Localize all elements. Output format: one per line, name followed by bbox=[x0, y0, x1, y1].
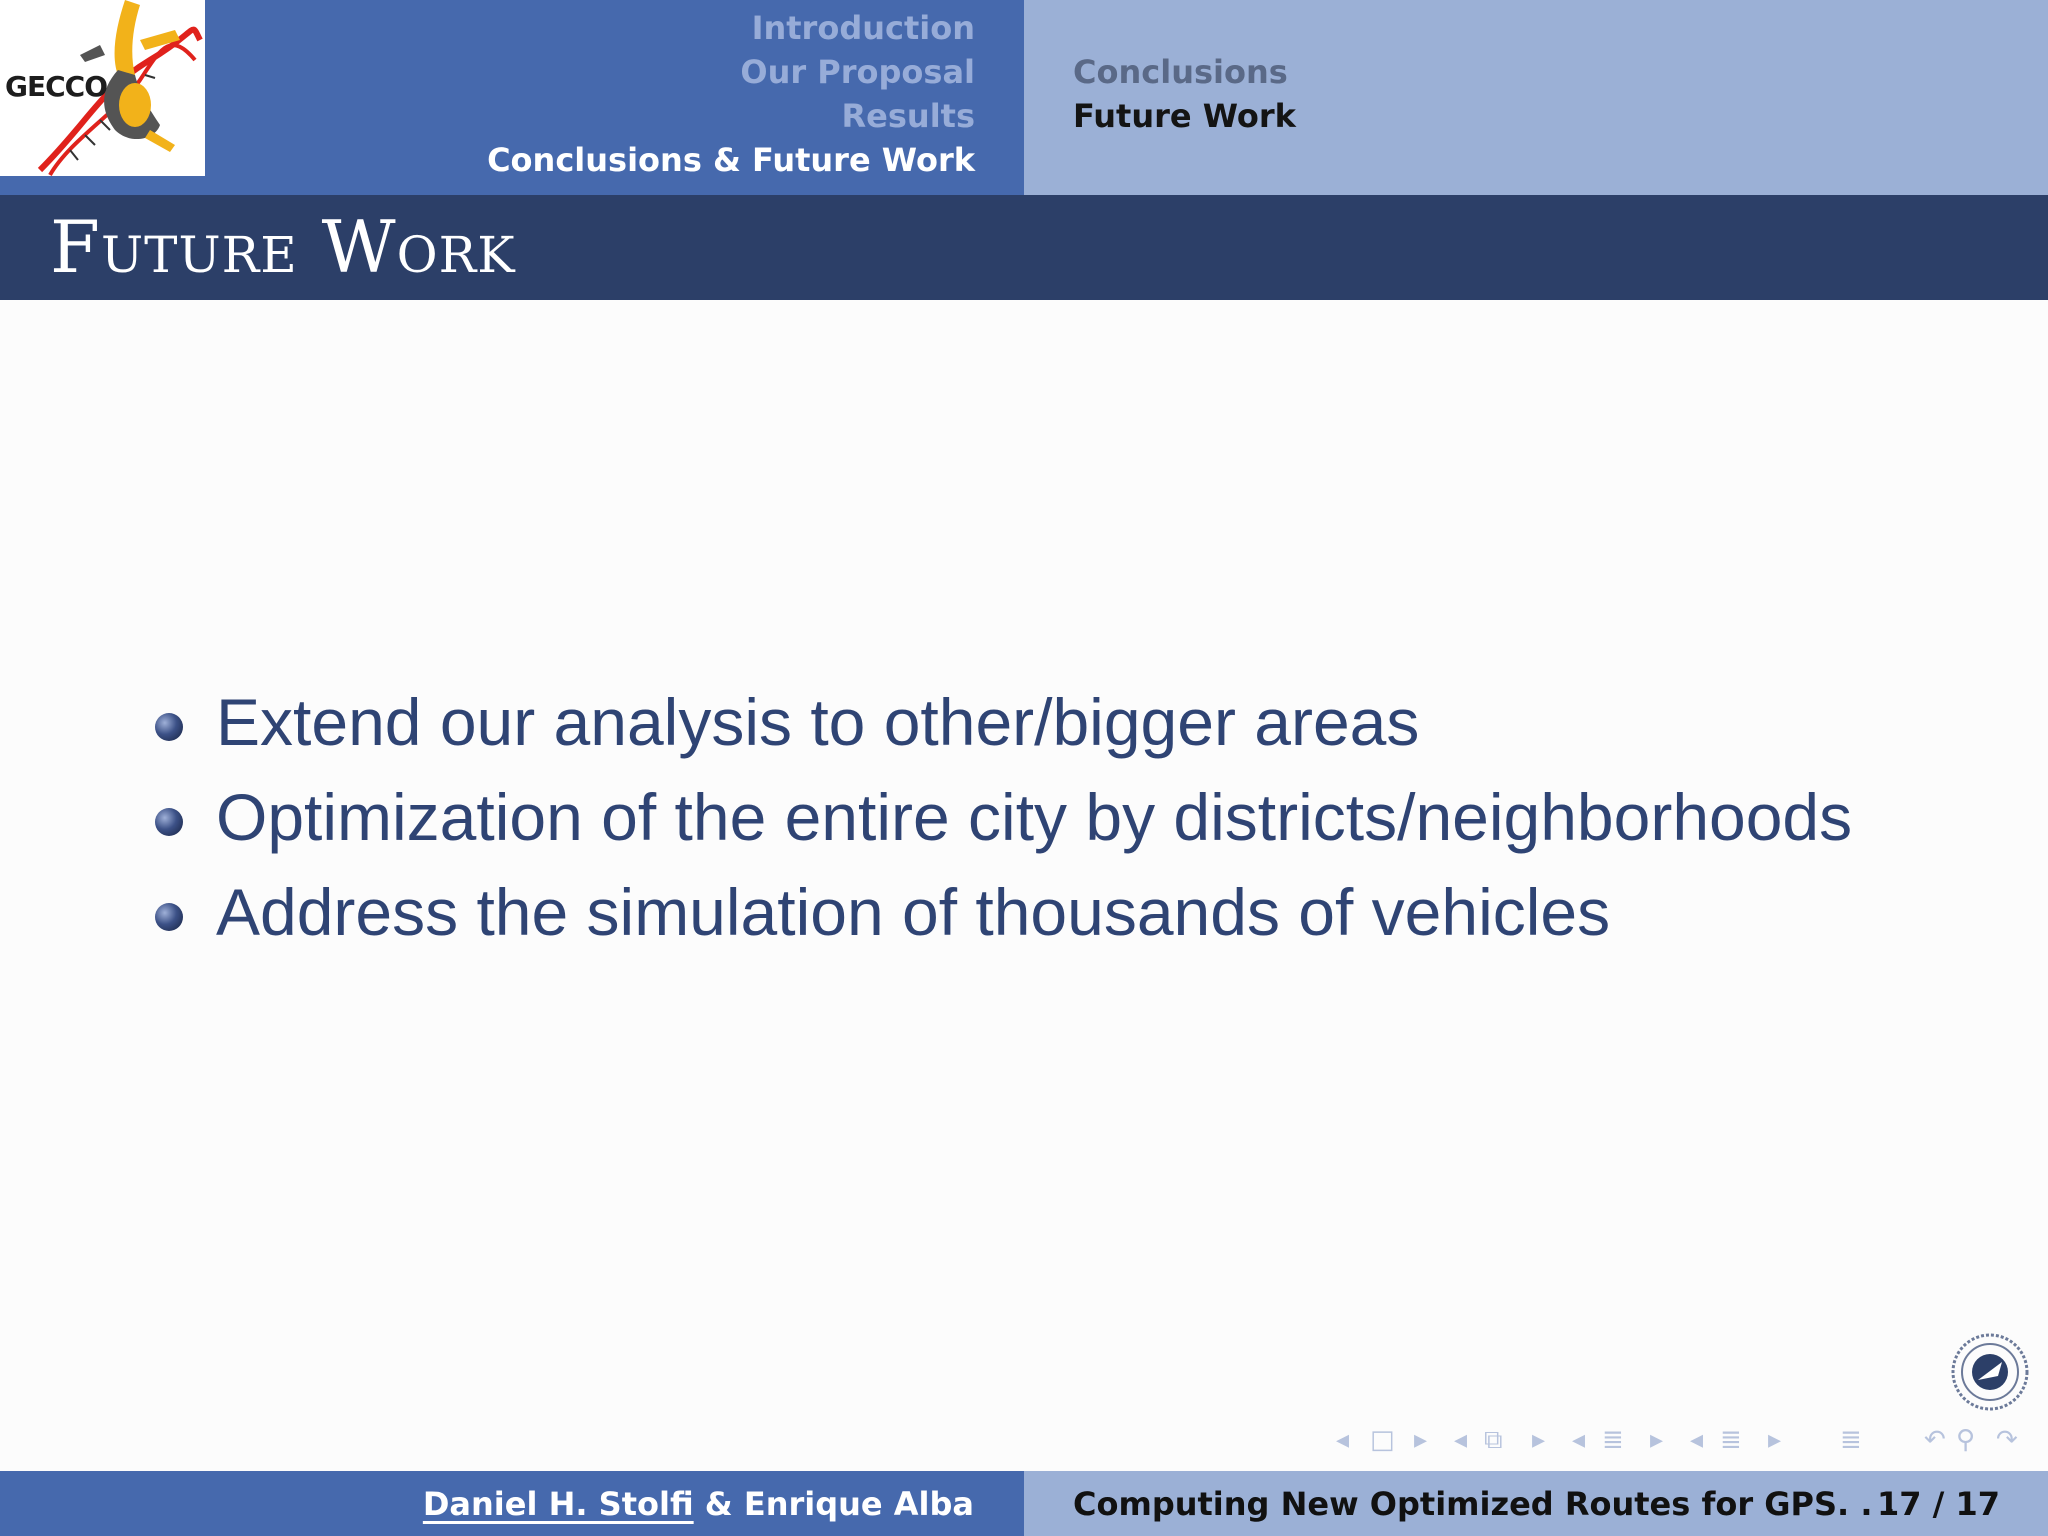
nav-back-icon[interactable]: ↶ bbox=[1924, 1425, 1946, 1455]
bullet-ball-icon bbox=[155, 808, 183, 836]
section-link-introduction[interactable]: Introduction bbox=[751, 9, 975, 47]
bullet-item bbox=[150, 770, 2000, 865]
nav-search-icon[interactable]: ⚲ bbox=[1956, 1425, 1976, 1455]
bullet-item bbox=[150, 865, 2000, 960]
section-link-results[interactable]: Results bbox=[841, 97, 975, 135]
bullet-text: Address the simulation of thousands of vehicles bbox=[216, 875, 1611, 949]
nav-section-icon[interactable]: ≣ bbox=[1720, 1425, 1742, 1455]
bullet-list bbox=[150, 675, 2000, 960]
section-link-conclusions[interactable]: Conclusions & Future Work bbox=[487, 141, 975, 179]
nav-prev-frame-icon[interactable]: ◂ bbox=[1454, 1425, 1468, 1455]
author-separator: & bbox=[693, 1485, 744, 1523]
section-link-our-proposal[interactable]: Our Proposal bbox=[740, 53, 975, 91]
slide-header bbox=[0, 0, 2048, 195]
frame-title: Future Work bbox=[50, 205, 516, 289]
beamer-navigation bbox=[1330, 1420, 2030, 1460]
header-sections-panel bbox=[0, 0, 1024, 195]
nav-next-frame-icon[interactable]: ▸ bbox=[1532, 1425, 1546, 1455]
nav-document-icon[interactable]: ≣ bbox=[1840, 1425, 1862, 1455]
footer-authors bbox=[423, 1483, 974, 1525]
university-seal-icon bbox=[1950, 1332, 2030, 1412]
footer-authors-panel bbox=[0, 1471, 1024, 1536]
subsection-link-conclusions[interactable]: Conclusions bbox=[1073, 53, 1288, 91]
nav-next-subsection-icon[interactable]: ▸ bbox=[1650, 1425, 1664, 1455]
subsection-link-future-work[interactable]: Future Work bbox=[1073, 97, 1296, 135]
footer-title-panel bbox=[1024, 1471, 2048, 1536]
section-nav bbox=[275, 6, 975, 182]
bullet-text: Extend our analysis to other/bigger areas bbox=[216, 685, 1420, 759]
nav-prev-subsection-icon[interactable]: ◂ bbox=[1572, 1425, 1586, 1455]
gecco-logo bbox=[0, 0, 205, 176]
nav-prev-section-icon[interactable]: ◂ bbox=[1690, 1425, 1704, 1455]
bullet-ball-icon bbox=[155, 713, 183, 741]
nav-next-slide-icon[interactable]: ▸ bbox=[1414, 1425, 1428, 1455]
nav-next-section-icon[interactable]: ▸ bbox=[1768, 1425, 1782, 1455]
footer-short-title: Computing New Optimized Routes for GPS. . . bbox=[1073, 1485, 1896, 1523]
bullet-ball-icon bbox=[155, 903, 183, 931]
nav-frames-icon[interactable]: ⧉ bbox=[1484, 1425, 1503, 1455]
page-number: 17 / 17 bbox=[1876, 1485, 2000, 1523]
author-primary: Daniel H. Stolfi bbox=[422, 1485, 694, 1523]
bullet-item bbox=[150, 675, 2000, 770]
logo-text: GECCO bbox=[5, 70, 108, 103]
subsection-nav bbox=[1073, 50, 1296, 138]
nav-subsection-icon[interactable]: ≣ bbox=[1602, 1425, 1624, 1455]
bullet-text: Optimization of the entire city by districts/neighborhoods bbox=[216, 780, 1853, 854]
author-secondary: Enrique Alba bbox=[743, 1485, 974, 1523]
frame-title-bar bbox=[0, 195, 2048, 300]
nav-forward-icon[interactable]: ↷ bbox=[1996, 1425, 2018, 1455]
nav-frame-icon[interactable]: □ bbox=[1370, 1425, 1395, 1455]
nav-prev-slide-icon[interactable]: ◂ bbox=[1336, 1425, 1350, 1455]
